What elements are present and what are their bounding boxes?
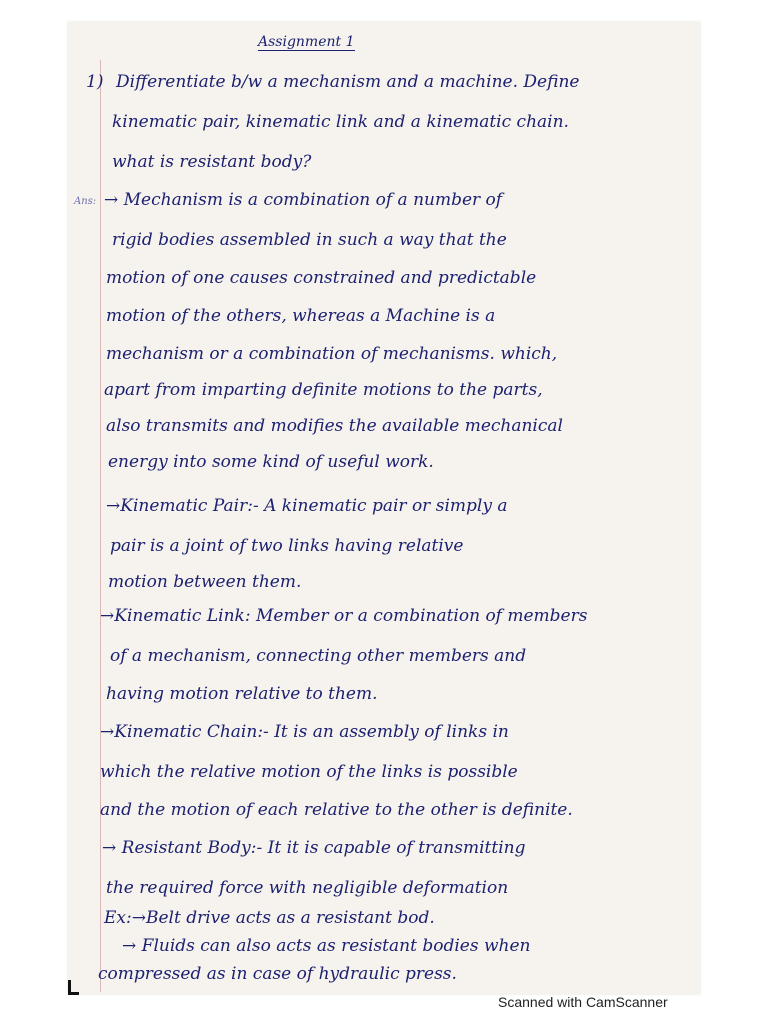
answer-line: of a mechanism, connecting other members and bbox=[110, 646, 527, 666]
margin-line bbox=[100, 60, 101, 992]
answer-line: the required force with negligible deformation bbox=[106, 878, 509, 898]
scanner-watermark: Scanned with CamScanner bbox=[498, 994, 668, 1010]
answer-line: having motion relative to them. bbox=[106, 684, 378, 704]
answer-line-kinematic-link: →Kinematic Link: Member or a combination of members bbox=[100, 606, 588, 626]
answer-line: energy into some kind of useful work. bbox=[108, 452, 434, 472]
answer-line: also transmits and modifies the available mechanical bbox=[106, 416, 563, 436]
answer-line: rigid bodies assembled in such a way that the bbox=[112, 230, 507, 250]
question-line: Differentiate b/w a mechanism and a machine. Define bbox=[116, 72, 580, 92]
answer-line-example: Ex:→Belt drive acts as a resistant bod. bbox=[104, 908, 435, 928]
answer-tag: Ans: bbox=[74, 196, 97, 207]
question-line: what is resistant body? bbox=[112, 152, 312, 172]
question-number: 1) bbox=[86, 72, 104, 92]
answer-line: motion of one causes constrained and predictable bbox=[106, 268, 537, 288]
answer-line: motion between them. bbox=[108, 572, 302, 592]
answer-line-machine: motion of the others, whereas a Machine is a bbox=[106, 306, 496, 326]
answer-line: and the motion of each relative to the other is definite. bbox=[100, 800, 573, 820]
answer-line-resistant-body: → Resistant Body:- It it is capable of transmitting bbox=[102, 838, 526, 858]
question-line: kinematic pair, kinematic link and a kinematic chain. bbox=[112, 112, 569, 132]
answer-line-kinematic-chain: →Kinematic Chain:- It is an assembly of links in bbox=[100, 722, 509, 742]
answer-line: pair is a joint of two links having relative bbox=[110, 536, 464, 556]
answer-line-mechanism: → Mechanism is a combination of a number of bbox=[104, 190, 503, 210]
answer-line: apart from imparting definite motions to the parts, bbox=[104, 380, 543, 400]
answer-line: compressed as in case of hydraulic press. bbox=[98, 964, 457, 984]
answer-line: which the relative motion of the links is possible bbox=[100, 762, 518, 782]
answer-line: mechanism or a combination of mechanisms. which, bbox=[106, 344, 558, 364]
answer-line: → Fluids can also acts as resistant bodies when bbox=[122, 936, 531, 956]
page-title: Assignment 1 bbox=[258, 34, 355, 50]
answer-line-kinematic-pair: →Kinematic Pair:- A kinematic pair or simply a bbox=[106, 496, 508, 516]
page-corner-mark bbox=[68, 980, 79, 995]
